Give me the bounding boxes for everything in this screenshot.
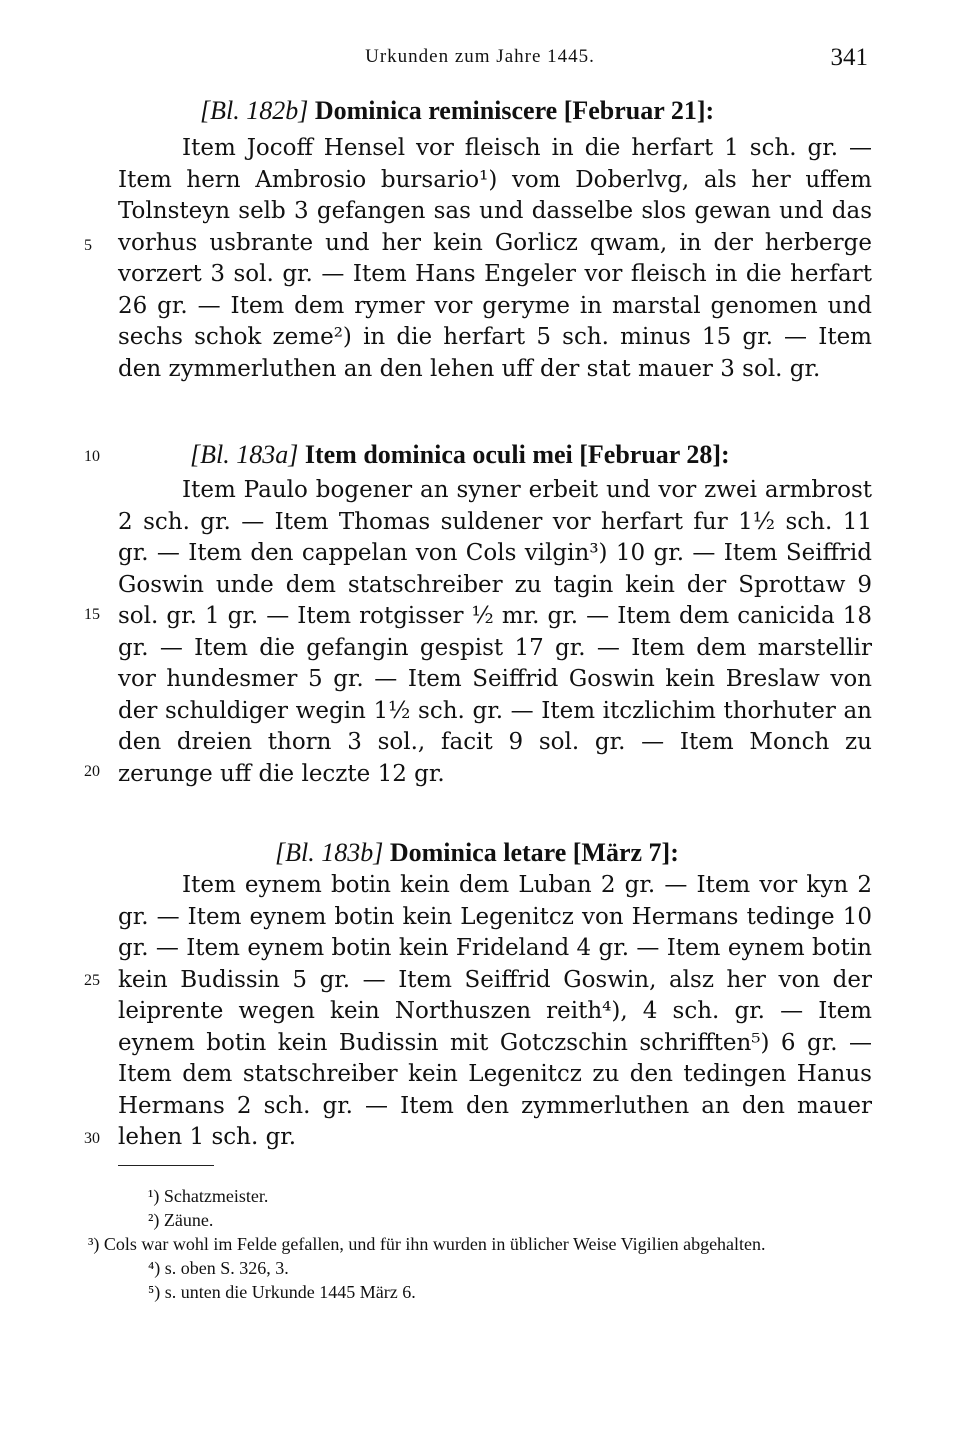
section-body	[118, 870, 872, 1154]
footnote-divider	[118, 1165, 214, 1166]
section-text: Item eynem botin kein dem Luban 2 gr. — Item vor kyn 2 gr. — Item eynem botin kein Legenitcz von Hermans tedinge 10 gr. — Item eynem botin kein Frideland 4 gr. — Item eynem botin kein Budissin 5 gr. — Item Seiffrid Goswin, alsz her von der leiprente wegen kein Northuszen reith⁴), 4 sch. gr. — Item eynem botin kein Budissin mit Gotczschin schrifften⁵) 6 gr. — Item dem statschreiber kein Legenitcz zu den tedingen Hanus Hermans 2 sch. gr. — Item den zymmerluthen an den mauer lehen 1 sch. gr.	[118, 872, 872, 1150]
page-number: 341	[830, 44, 868, 71]
section-text: Item Jocoff Hensel vor fleisch in die herfart 1 sch. gr. — Item hern Ambrosio bursario¹) vom Doberlvg, als her uffem Tolnsteyn selb 3 gefangen sas und dasselbe slos gewan und das vorhus usbrante und her kein Gorlicz qwam, in der herberge vorzert 3 sol. gr. — Item Hans Engeler vor fleisch in die herfart 26 gr. — Item dem rymer vor geryme in marstal genomen und sechs schok zeme²) in die herfart 5 sch. minus 15 gr. — Item den zymmerluthen an den lehen uff der stat mauer 3 sol. gr.	[118, 135, 872, 382]
section-heading	[200, 96, 714, 126]
folio-reference: [Bl. 183a]	[190, 440, 299, 469]
heading-text: Dominica reminiscere [Februar 21]:	[314, 96, 715, 125]
footnote: ¹) Schatzmeister.	[148, 1186, 269, 1206]
folio-reference: [Bl. 182b]	[200, 96, 309, 125]
heading-text: Item dominica oculi mei [Februar 28]:	[304, 440, 730, 469]
footnote: ²) Zäune.	[148, 1210, 214, 1230]
header-title: Urkunden zum Jahre 1445.	[365, 46, 595, 67]
footnote: ⁵) s. unten die Urkunde 1445 März 6.	[148, 1282, 416, 1302]
line-number: 10	[84, 448, 100, 465]
section-body	[118, 133, 872, 385]
section-body	[118, 475, 872, 790]
line-number: 5	[84, 237, 92, 254]
line-number: 30	[84, 1130, 100, 1147]
folio-reference: [Bl. 183b]	[275, 838, 384, 867]
line-number: 20	[84, 763, 100, 780]
footnote: ³) Cols war wohl im Felde gefallen, und für ihn wurden in üblicher Weise Vigilien abgehalten.	[88, 1234, 766, 1254]
footnotes	[88, 1184, 878, 1304]
footnote: ⁴) s. oben S. 326, 3.	[148, 1258, 289, 1278]
line-number: 15	[84, 606, 100, 623]
heading-text: Dominica letare [März 7]:	[389, 838, 679, 867]
section-heading	[190, 440, 730, 470]
section-heading	[275, 838, 679, 868]
section-text: Item Paulo bogener an syner erbeit und vor zwei armbrost 2 sch. gr. — Item Thomas suldener vor herfart fur 1½ sch. 11 gr. — Item den cappelan von Cols vilgin³) 10 gr. — Item Seiffrid Goswin unde dem statschreiber zu tagin kein der Sprottaw 9 sol. gr. 1 gr. — Item rotgisser ½ mr. gr. — Item dem canicida 18 gr. — Item die gefangin gespist 17 gr. — Item dem marstellir vor hundesmer 5 gr. — Item Seiffrid Goswin kein Breslaw von der schuldiger wegin 1½ sch. gr. — Item itczlichim thorhuter an den dreien thorn 3 sol., facit 9 sol. gr. — Item Monch zu zerunge uff die leczte 12 gr.	[118, 477, 872, 787]
line-number: 25	[84, 972, 100, 989]
